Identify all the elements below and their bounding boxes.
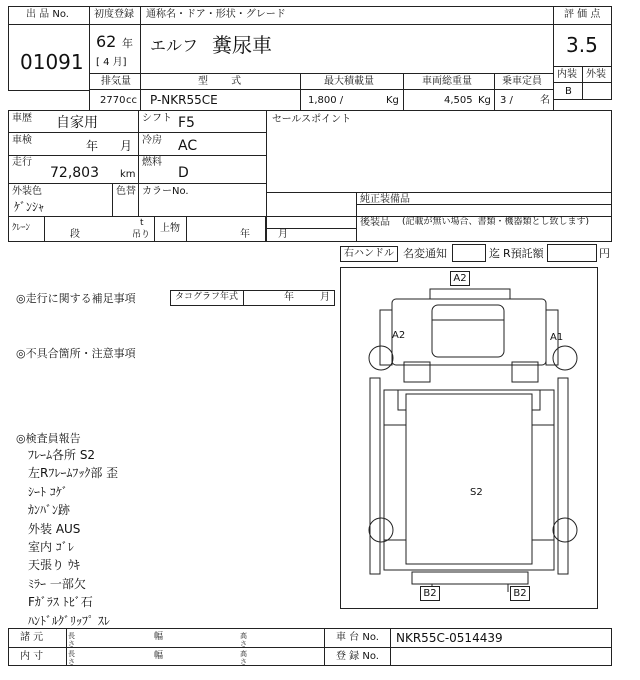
gross-weight-unit: Kg bbox=[478, 95, 491, 106]
report-item: 左Rﾌﾚｰﾑﾌｯｸ部 歪 bbox=[28, 466, 119, 481]
report-item: ﾌﾚｰﾑ各所 S2 bbox=[28, 448, 96, 462]
aircon-value: AC bbox=[178, 138, 198, 154]
sales-point-label: セールスポイント bbox=[272, 114, 352, 125]
fuel-label: 燃料 bbox=[142, 157, 162, 168]
report-item: ﾊﾝﾄﾞﾙｸﾞﾘｯﾌﾟ ｽﾚ bbox=[28, 613, 110, 628]
model-label: 型 式 bbox=[198, 76, 242, 87]
car-name: エルフ bbox=[150, 36, 199, 55]
report-item: 天張り ｳｷ bbox=[28, 558, 80, 573]
grade-value: 3.5 bbox=[566, 33, 598, 57]
report-item: 室内 ｺﾞﾚ bbox=[28, 539, 74, 554]
spec-height-label: 高さ bbox=[240, 632, 247, 648]
crane-step-unit: 段 bbox=[70, 229, 80, 240]
inspection-month-unit: 月 bbox=[120, 139, 133, 153]
displacement-unit: cc bbox=[126, 95, 137, 106]
inspector-report-list bbox=[28, 446, 118, 630]
yen-unit: 円 bbox=[599, 247, 610, 260]
first-reg-year: 62 bbox=[96, 32, 117, 51]
report-item: ﾐﾗｰ 一部欠 bbox=[28, 576, 86, 591]
inner-dims-label: 内 寸 bbox=[20, 651, 44, 662]
aircon-label: 冷房 bbox=[142, 135, 162, 146]
crane-label: ｸﾚｰﾝ bbox=[12, 223, 31, 233]
inspection-year-unit: 年 bbox=[86, 139, 99, 153]
spec-label: 諸 元 bbox=[20, 632, 44, 643]
crane-ton-unit: t bbox=[140, 218, 144, 228]
report-item: Fｶﾞﾗｽ ﾄﾋﾞ石 bbox=[28, 595, 93, 610]
capacity-unit: 名 bbox=[540, 95, 550, 106]
displacement-label: 排気量 bbox=[101, 76, 131, 87]
inspector-report-heading: ◎検査員報告 bbox=[16, 432, 81, 445]
name-change-box bbox=[452, 244, 486, 262]
spec-length-label: 長さ bbox=[68, 632, 75, 648]
aftermarket-note: (記載が無い場合、書類・機器類とし致します) bbox=[402, 217, 590, 227]
upper-body-label: 上物 bbox=[160, 223, 180, 234]
damage-mark-rear-left: B2 bbox=[420, 586, 440, 601]
name-change-label: 名変通知 bbox=[403, 247, 447, 260]
interior-grade-value: B bbox=[565, 86, 572, 97]
interior-grade-label: 内装 bbox=[557, 69, 577, 80]
report-item: ｶﾝﾊﾞﾝ跡 bbox=[28, 503, 71, 518]
max-load-label: 最大積載量 bbox=[324, 76, 374, 87]
damage-mark-rear-right: B2 bbox=[510, 586, 530, 601]
dims-height-label: 高さ bbox=[240, 650, 247, 666]
crane-hang-unit: 吊り bbox=[132, 230, 151, 240]
dims-length-label: 長さ bbox=[68, 650, 75, 666]
lot-label: 出 品 No. bbox=[26, 9, 69, 20]
ext-color-value: ｹﾞﾝｼｬ bbox=[14, 200, 45, 214]
exterior-grade-label: 外装 bbox=[586, 69, 606, 80]
damage-mark-right-front: A1 bbox=[550, 332, 564, 343]
first-registration-label: 初度登録 bbox=[94, 9, 134, 20]
vehicle-diagram-frame bbox=[340, 267, 598, 609]
dims-width-label: 幅 bbox=[154, 651, 164, 661]
max-load-value: 1,800 / bbox=[308, 95, 344, 106]
car-body-type: 糞尿車 bbox=[212, 33, 272, 57]
fuel-value: D bbox=[178, 165, 189, 181]
recycle-deposit-box bbox=[547, 244, 597, 262]
genuine-equipment-label: 純正装備品 bbox=[360, 194, 410, 205]
upper-month-unit: 月 bbox=[278, 229, 288, 240]
first-reg-month: [ 4 月] bbox=[96, 57, 127, 68]
tachograph-year-unit: 年 bbox=[284, 292, 294, 303]
damage-mark-front-bumper: A2 bbox=[450, 271, 470, 286]
color-number-label: カラーNo. bbox=[142, 186, 189, 197]
damage-mark-left-front: A2 bbox=[392, 330, 406, 341]
gross-weight-label: 車両総重量 bbox=[422, 76, 472, 87]
damage-mark-body: S2 bbox=[470, 487, 483, 498]
report-item: 外装 AUS bbox=[28, 521, 81, 536]
capacity-value: 3 / bbox=[500, 95, 513, 106]
report-item: ｼｰﾄ ｺｹﾞ bbox=[28, 484, 68, 499]
max-load-unit: Kg bbox=[386, 95, 399, 106]
gross-weight-value: 4,505 bbox=[444, 95, 473, 106]
name-shape-grade-label: 通称名・ドア・形状・グレード bbox=[146, 9, 286, 20]
tachograph-month-unit: 月 bbox=[320, 292, 330, 303]
history-value: 自家用 bbox=[56, 115, 98, 131]
chassis-number-label: 車 台 No. bbox=[336, 632, 379, 643]
capacity-label: 乗車定員 bbox=[502, 76, 542, 87]
driving-notes-heading: ◎走行に関する補足事項 bbox=[16, 292, 136, 305]
chassis-number-value: NKR55C-0514439 bbox=[396, 631, 503, 645]
tachograph-label: タコグラフ年式 bbox=[175, 292, 239, 302]
mileage-unit: km bbox=[120, 169, 136, 180]
spec-width-label: 幅 bbox=[154, 632, 164, 642]
first-reg-year-unit: 年 bbox=[122, 37, 133, 50]
inspection-label: 車検 bbox=[12, 135, 32, 146]
mileage-label: 走行 bbox=[12, 157, 32, 168]
ext-color-label: 外装色 bbox=[12, 186, 42, 197]
registration-number-label: 登 録 No. bbox=[336, 651, 379, 662]
mileage-value: 72,803 bbox=[50, 165, 99, 181]
lot-number: 01091 bbox=[20, 50, 84, 74]
model-value: P-NKR55CE bbox=[150, 93, 218, 107]
shift-value: F5 bbox=[178, 115, 195, 131]
grade-label: 評 価 点 bbox=[564, 9, 601, 20]
recycle-deposit-label: R預託額 bbox=[503, 247, 544, 260]
aftermarket-label: 後装品 bbox=[360, 217, 390, 228]
rhd-label: 右ハンドル bbox=[344, 248, 394, 259]
until-label: 迄 bbox=[489, 247, 500, 260]
history-label: 車歴 bbox=[12, 113, 32, 124]
displacement-value: 2770 bbox=[100, 95, 126, 106]
shift-label: シフト bbox=[142, 113, 172, 124]
upper-year-unit: 年 bbox=[240, 229, 250, 240]
color-change-label: 色替 bbox=[116, 186, 136, 197]
defects-heading: ◎不具合箇所・注意事項 bbox=[16, 347, 136, 360]
